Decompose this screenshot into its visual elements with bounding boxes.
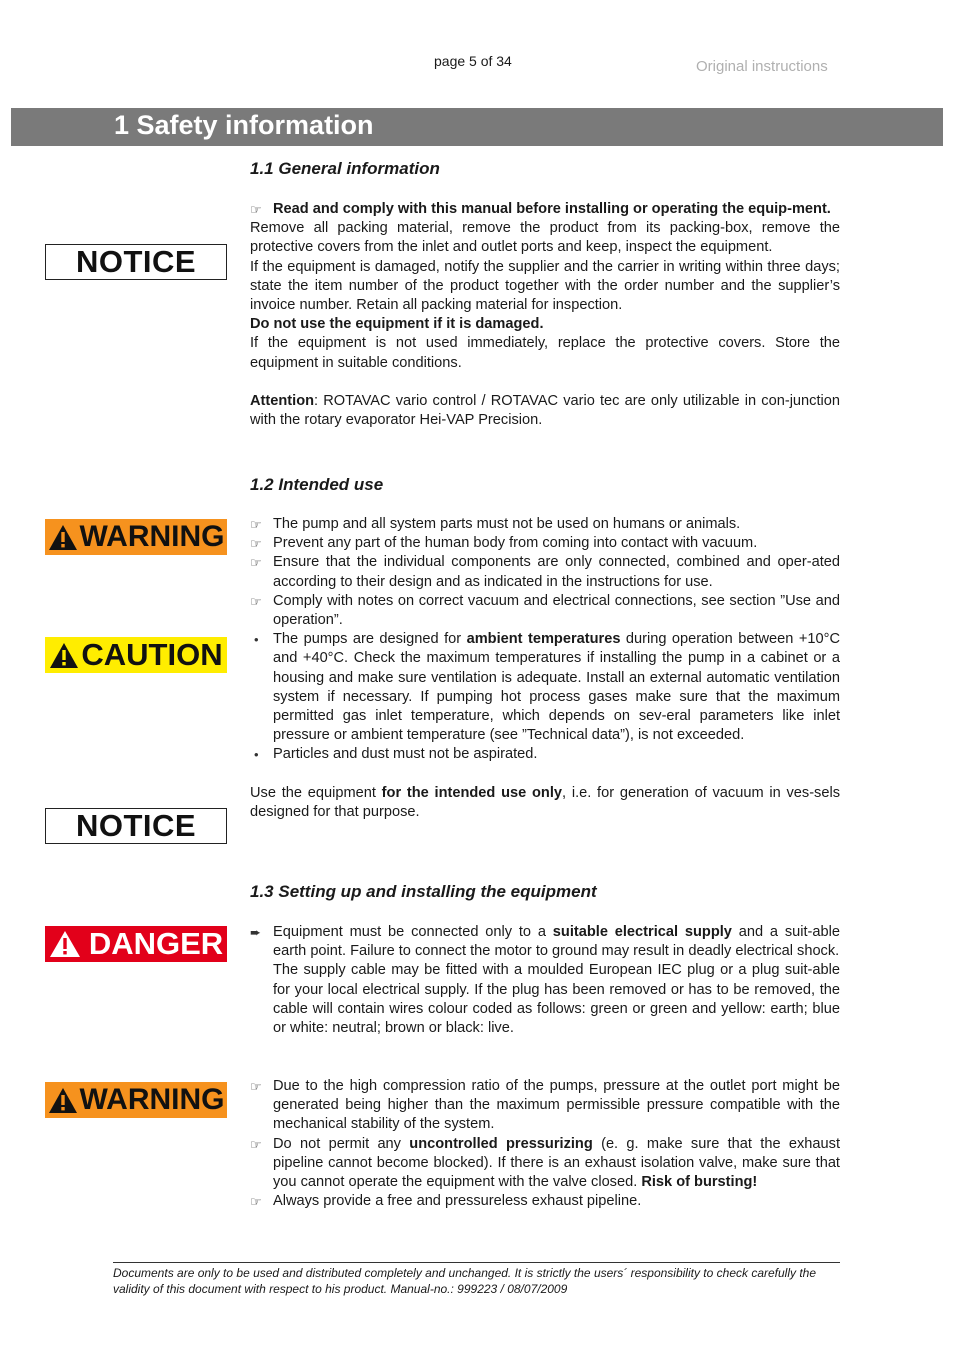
list-item: ➨ Equipment must be connected only to a suitable electrical supply and a suit-able earth point. Failure to connect the motor to ground may result in deadly electrical shock. bbox=[250, 924, 840, 960]
installation-text bbox=[250, 923, 840, 1038]
pointing-hand-icon: ☞ bbox=[250, 555, 262, 571]
footer-text: Documents are only to be used and distributed completely and unchanged. It is strictly the users´ responsibility to check carefully the validity of this document with respect to his product. Manual-no.: 999223 / 08/07/2009 bbox=[113, 1266, 817, 1296]
warning-triangle-icon bbox=[48, 524, 78, 551]
caution-sign bbox=[45, 637, 227, 673]
pressure-text bbox=[250, 1077, 840, 1211]
notice-label: NOTICE bbox=[75, 808, 197, 844]
bullet-icon: • bbox=[254, 632, 259, 648]
pointing-hand-icon: ☞ bbox=[250, 517, 262, 532]
list-item: ☞ Read and comply with this manual before installing or operating the equip-ment. bbox=[250, 200, 840, 219]
paragraph: The supply cable may be fitted with a moulded European IEC plug or a plug suit-able for your local electrical supply. If the plug has been removed or has to be removed, the cable will contain wires colour coded as follows: green or green and yellow: earth; blue or white: neutral; brown or black: live. bbox=[273, 962, 840, 1037]
original-instructions-label: Original instructions bbox=[696, 58, 828, 75]
warning-label: WARNING bbox=[79, 520, 225, 554]
section-heading: 1.3 Setting up and installing the equipment bbox=[250, 882, 597, 901]
pointing-hand-icon: ☞ bbox=[250, 593, 262, 609]
notice-label: NOTICE bbox=[75, 244, 197, 280]
notice-sign bbox=[45, 808, 227, 844]
list-item: ☞ Comply with notes on correct vacuum and electrical connections, see section ”Use and operation”. bbox=[250, 592, 840, 629]
caution-label: CAUTION bbox=[81, 637, 223, 673]
warning-sign bbox=[45, 519, 227, 555]
pointing-hand-icon: ☞ bbox=[250, 1136, 262, 1152]
section-heading: 1.1 General information bbox=[250, 159, 440, 178]
intended-use-text bbox=[250, 515, 840, 822]
arrow-right-icon: ➨ bbox=[250, 925, 261, 940]
list-item: ☞ Due to the high compression ratio of the pumps, pressure at the outlet port might be generated being higher than the maximum permissible pressure compatible with the mechanical stability of the system. bbox=[250, 1078, 840, 1133]
warning-sign bbox=[45, 1082, 227, 1118]
chapter-title: 1 Safety information bbox=[114, 110, 374, 140]
notice-sign bbox=[45, 244, 227, 280]
danger-sign bbox=[45, 926, 227, 962]
paragraph: If the equipment is not used immediately, replace the protective covers. Store the equipment in suitable conditions. bbox=[250, 335, 840, 371]
paragraph: Do not use the equipment if it is damaged. bbox=[250, 316, 544, 333]
list-item: • The pumps are designed for ambient temperatures during operation between +10°C and +40°C. Check the maximum temperatures if installing the pump in a cabinet or a housing and make sure ventilation is adequate. Install an external automatic ventilation system if necessary. If pumping hot process gases make sure that the maximum permitted gas inlet temperature, which depends on sev-eral parameters like inlet pressure or ambient temperature (see ”Technical data”), is not exceeded. bbox=[254, 631, 840, 744]
list-item: ☞ Prevent any part of the human body from coming into contact with vacuum. bbox=[250, 534, 840, 553]
pointing-hand-icon: ☞ bbox=[250, 536, 262, 552]
general-info-text bbox=[250, 200, 840, 430]
pointing-hand-icon: ☞ bbox=[250, 202, 262, 217]
warning-label: WARNING bbox=[79, 1083, 225, 1117]
paragraph: If the equipment is damaged, notify the supplier and the carrier in writing within three days; state the item number of the product together with the order number and the supplier’s invoice number. Retain all packing material for inspection. bbox=[250, 258, 840, 314]
paragraph: Use the equipment for the intended use only, i.e. for generation of vacuum in ves-sels designed for that purpose. bbox=[250, 784, 841, 820]
list-item: • Particles and dust must not be aspirated. bbox=[250, 745, 840, 764]
attention-note: Attention: ROTAVAC vario control / ROTAVAC vario tec are only utilizable in con-junction with the rotary evaporator Hei-VAP Precision. bbox=[250, 392, 840, 429]
list-item: ☞ Ensure that the individual components are only connected, combined and oper-ated according to their design and as indicated in the instructions for use. bbox=[250, 554, 840, 590]
chapter-title-bar bbox=[11, 108, 943, 146]
danger-label: DANGER bbox=[88, 926, 224, 962]
bullet-icon: • bbox=[254, 747, 259, 763]
list-item: ☞ The pump and all system parts must not be used on humans or animals. bbox=[250, 515, 840, 534]
warning-triangle-icon bbox=[48, 1087, 78, 1114]
caution-triangle-icon bbox=[49, 642, 79, 669]
pointing-hand-icon: ☞ bbox=[250, 1194, 262, 1210]
section-heading: 1.2 Intended use bbox=[250, 475, 384, 494]
list-item: ☞ Always provide a free and pressureless exhaust pipeline. bbox=[250, 1192, 840, 1211]
list-item: ☞ Do not permit any uncontrolled pressurizing (e. g. make sure that the exhaust pipeline cannot become blocked). If there is an exhaust isolation valve, make sure that you cannot operate the equipment with the valve closed. Risk of bursting! bbox=[250, 1135, 841, 1191]
footer-divider bbox=[113, 1262, 840, 1263]
pointing-hand-icon: ☞ bbox=[250, 1079, 262, 1094]
paragraph: Remove all packing material, remove the product from its packing-box, remove the protective covers from the inlet and outlet ports and keep, inspect the equipment. bbox=[250, 220, 840, 256]
danger-triangle-icon bbox=[49, 930, 81, 958]
page-number: page 5 of 34 bbox=[434, 53, 512, 69]
